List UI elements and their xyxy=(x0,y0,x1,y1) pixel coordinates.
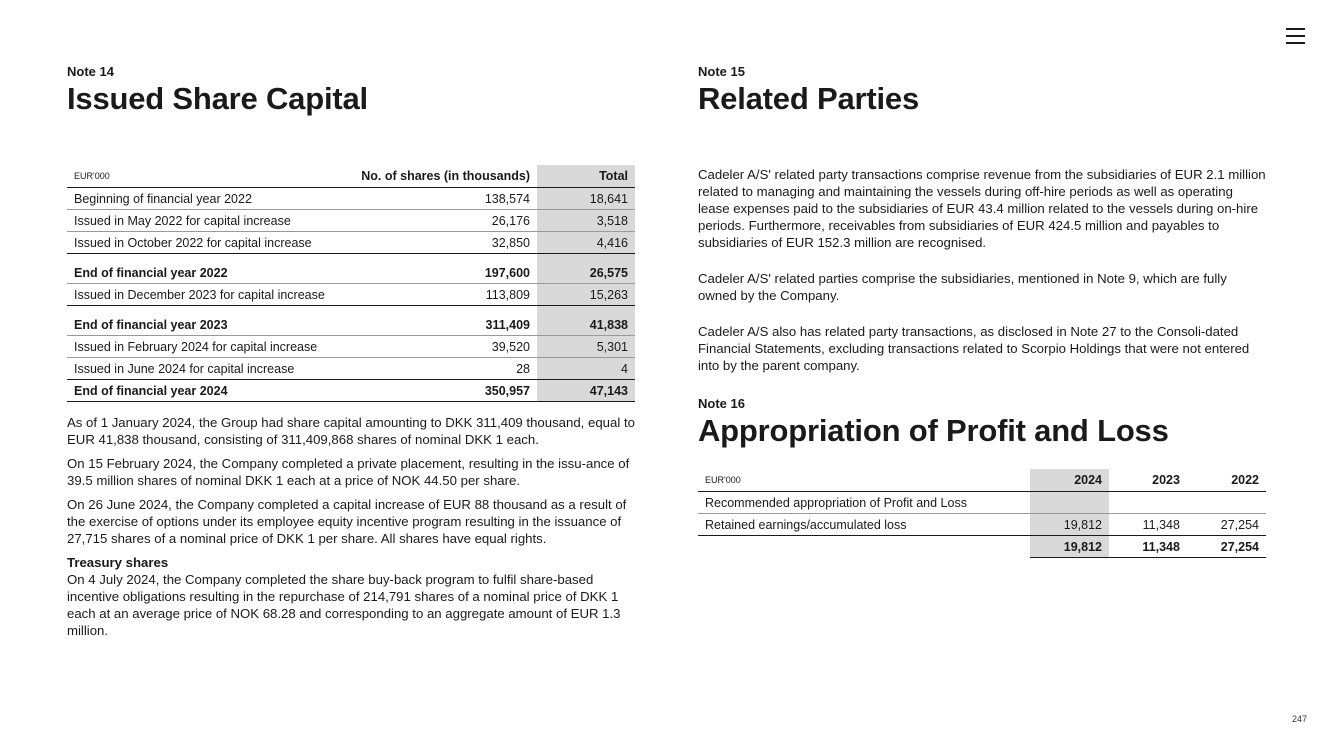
row-label xyxy=(698,536,1030,558)
col-header-shares: No. of shares (in thousands) xyxy=(345,165,537,188)
table-row xyxy=(67,358,635,380)
row-label: Issued in October 2022 for capital increase xyxy=(67,232,345,254)
row-label: Issued in February 2024 for capital increase xyxy=(67,336,345,358)
row-label: Issued in May 2022 for capital increase xyxy=(67,210,345,232)
paragraph: As of 1 January 2024, the Group had share capital amounting to DKK 311,409 thousand, equal to EUR 41,838 thousand, consisting of 311,409,868 shares of nominal DKK 1 each. xyxy=(67,415,635,447)
row-total: 41,838 xyxy=(537,314,635,336)
row-shares: 138,574 xyxy=(345,188,537,210)
paragraph: On 26 June 2024, the Company completed a capital increase of EUR 88 thousand as a result of the exercise of options under its employee equity incentive program resulting in the issuance of 27,715 shares of a nominal price of DKK 1 per share. All shares have equal rights. xyxy=(67,497,627,546)
row-total: 18,641 xyxy=(537,188,635,210)
row-label: Recommended appropriation of Profit and Loss xyxy=(698,492,1030,514)
row-value xyxy=(1030,492,1109,514)
note-16-section xyxy=(698,395,1266,558)
row-value xyxy=(1109,492,1187,514)
row-shares: 197,600 xyxy=(345,262,537,284)
col-header-year: 2024 xyxy=(1030,469,1109,492)
appropriation-table xyxy=(698,469,1266,558)
table-row xyxy=(67,336,635,358)
paragraph: Cadeler A/S also has related party transactions, as disclosed in Note 27 to the Consoli-dated Financial Statements, excluding transactions related to Scorpio Holdings that were not entered into by the parent company. xyxy=(698,324,1250,373)
row-label: Retained earnings/accumulated loss xyxy=(698,514,1030,536)
note-16-title: Appropriation of Profit and Loss xyxy=(698,413,1169,448)
row-shares: 32,850 xyxy=(345,232,537,254)
table-row-total xyxy=(67,380,635,402)
table-row xyxy=(67,232,635,254)
row-total: 47,143 xyxy=(537,380,635,402)
row-shares: 113,809 xyxy=(345,284,537,306)
row-shares: 350,957 xyxy=(345,380,537,402)
row-label: End of financial year 2022 xyxy=(67,262,345,284)
table-row-subtotal xyxy=(67,314,635,336)
note-14-section xyxy=(67,63,635,646)
paragraph: On 15 February 2024, the Company completed a private placement, resulting in the issu-ance of 39.5 million shares of nominal DKK 1 each at a price of NOK 44.50 per share. xyxy=(67,456,630,488)
row-total: 26,575 xyxy=(537,262,635,284)
menu-icon[interactable] xyxy=(1286,27,1306,45)
note-16-label: Note 16 xyxy=(698,396,745,411)
note-14-label: Note 14 xyxy=(67,64,114,79)
right-column xyxy=(698,63,1266,558)
row-value: 19,812 xyxy=(1030,536,1109,558)
note-14-title: Issued Share Capital xyxy=(67,81,368,116)
row-total: 3,518 xyxy=(537,210,635,232)
row-value xyxy=(1187,492,1266,514)
treasury-shares-heading: Treasury shares xyxy=(67,555,169,570)
row-shares: 311,409 xyxy=(345,314,537,336)
note-15-title: Related Parties xyxy=(698,81,919,116)
table-row-total xyxy=(698,536,1266,558)
row-label: Issued in December 2023 for capital increase xyxy=(67,284,345,306)
row-total: 5,301 xyxy=(537,336,635,358)
row-label: End of financial year 2023 xyxy=(67,314,345,336)
row-total: 4,416 xyxy=(537,232,635,254)
row-value: 11,348 xyxy=(1109,536,1187,558)
row-total: 15,263 xyxy=(537,284,635,306)
table-unit: EUR'000 xyxy=(698,469,1030,492)
paragraph: On 4 July 2024, the Company completed the share buy-back program to fulfil share-based incentive obligations resulting in the repurchase of 214,791 shares of a nominal price of DKK 1 each at an average price of NOK 68.28 and corresponding to an aggregate amount of EUR 1.3 million. xyxy=(67,572,621,638)
note-15-label: Note 15 xyxy=(698,64,745,79)
row-label: End of financial year 2024 xyxy=(67,380,345,402)
page-number: 247 xyxy=(1291,714,1307,724)
row-value: 27,254 xyxy=(1187,536,1266,558)
table-row xyxy=(67,284,635,306)
row-label: Issued in June 2024 for capital increase xyxy=(67,358,345,380)
row-value: 19,812 xyxy=(1030,514,1109,536)
table-row xyxy=(698,514,1266,536)
share-capital-table xyxy=(67,165,635,402)
row-total: 4 xyxy=(537,358,635,380)
paragraph: Cadeler A/S' related party transactions comprise revenue from the subsidiaries of EUR 2.1 million related to managing and maintaining the vessels during off-hire periods as well as operating lease expenses paid to the subsidiaries of EUR 43.4 million related to the vessels during on-hire periods. Furthermore, receivables from subsidiaries of EUR 424.5 million and payables to subsidiaries of EUR 152.3 million are recognised. xyxy=(698,167,1266,250)
table-unit: EUR'000 xyxy=(67,165,345,188)
col-header-year: 2022 xyxy=(1187,469,1266,492)
table-row xyxy=(67,188,635,210)
note-15-text xyxy=(698,166,1266,374)
row-label: Beginning of financial year 2022 xyxy=(67,188,345,210)
row-shares: 39,520 xyxy=(345,336,537,358)
col-header-total: Total xyxy=(537,165,635,188)
col-header-year: 2023 xyxy=(1109,469,1187,492)
paragraph: Cadeler A/S' related parties comprise the subsidiaries, mentioned in Note 9, which are fully owned by the Company. xyxy=(698,271,1227,303)
table-row-subtotal xyxy=(67,262,635,284)
table-row xyxy=(698,492,1266,514)
row-value: 27,254 xyxy=(1187,514,1266,536)
table-row xyxy=(67,210,635,232)
row-value: 11,348 xyxy=(1109,514,1187,536)
row-shares: 28 xyxy=(345,358,537,380)
row-shares: 26,176 xyxy=(345,210,537,232)
note-14-text xyxy=(67,414,635,639)
